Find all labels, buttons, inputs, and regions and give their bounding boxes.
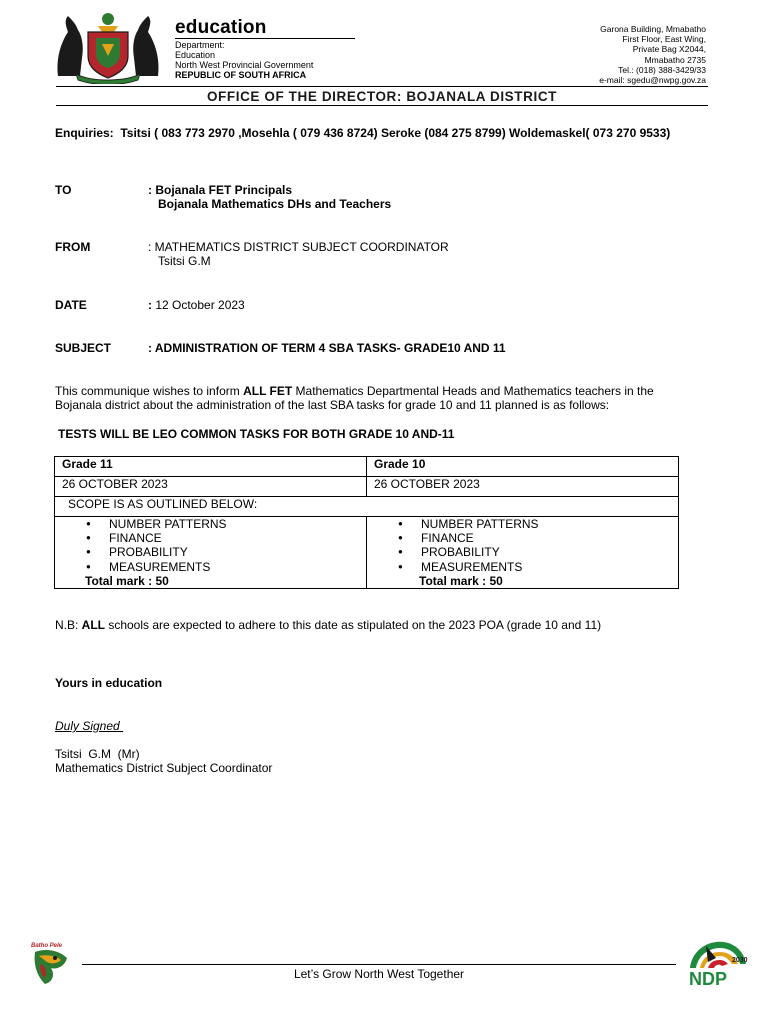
footer-slogan: Let’s Grow North West Together <box>293 967 465 981</box>
dept-line: Education <box>175 50 216 60</box>
office-title: OFFICE OF THE DIRECTOR: BOJANALA DISTRICT <box>206 89 558 104</box>
signature-note: Duly Signed <box>55 719 124 733</box>
grade11-topic-list <box>55 517 366 574</box>
svg-text:Batho Pele: Batho Pele <box>31 943 63 949</box>
table-row <box>55 477 679 497</box>
address-line: Tel.: (018) 388-3429/33 <box>618 64 706 75</box>
footer-rule <box>82 964 676 965</box>
col2-header: Grade 10 <box>367 457 679 477</box>
table-row <box>55 517 679 589</box>
address-line: Private Bag X2044, <box>632 44 706 55</box>
enquiries-line <box>55 126 670 140</box>
date-value: : 12 October 2023 <box>148 298 245 312</box>
list-item: ● PROBABILITY <box>55 545 366 559</box>
dept-line: REPUBLIC OF SOUTH AFRICA <box>175 70 307 80</box>
address-line: Mmabatho 2735 <box>644 54 706 65</box>
grade11-topics-cell <box>55 517 367 589</box>
to-recipient-2: Bojanala Mathematics DHs and Teachers <box>158 197 392 211</box>
ndp-2030-logo <box>686 938 748 988</box>
list-item: ● NUMBER PATTERNS <box>55 517 366 531</box>
sba-schedule-table <box>54 456 679 589</box>
brand-divider <box>175 38 355 39</box>
signatory-name: Tsitsi G.M (Mr) <box>55 747 140 761</box>
dept-line: Department: <box>175 40 225 50</box>
grade11-total-mark: Total mark : 50 <box>85 573 169 588</box>
from-label: FROM <box>55 240 91 254</box>
subject-label: SUBJECT <box>55 341 112 355</box>
intro-paragraph: This communique wishes to inform ALL FET Mathematics Departmental Heads and Mathematics teachers in the Bojanala district about the administration of the last SBA tasks for grade 10 and 11 planned is as follows: <box>55 384 654 412</box>
subject-value: : ADMINISTRATION OF TERM 4 SBA TASKS- GRADE10 AND 11 <box>148 341 506 355</box>
from-sender-name: Tsitsi G.M <box>158 254 211 268</box>
table-row <box>55 497 679 517</box>
svg-text:NDP: NDP <box>689 969 728 988</box>
header-rule-bottom <box>56 105 708 106</box>
address-line: First Floor, East Wing, <box>622 34 706 45</box>
list-item: ● NUMBER PATTERNS <box>367 517 678 531</box>
closing-salutation: Yours in education <box>55 676 163 690</box>
list-item: ● PROBABILITY <box>367 545 678 559</box>
batho-pele-logo <box>25 938 75 988</box>
tests-heading: TESTS WILL BE LEO COMMON TASKS FOR BOTH GRADE 10 AND-11 <box>58 427 455 441</box>
department-block <box>175 40 313 80</box>
grade10-total-mark: Total mark : 50 <box>419 573 503 588</box>
signatory-title: Mathematics District Subject Coordinator <box>55 761 273 775</box>
svg-text:2030: 2030 <box>732 957 748 964</box>
nb-note: N.B: ALL schools are expected to adhere to this date as stipulated on the 2023 POA (grade 10 and 11) <box>55 618 602 632</box>
to-recipient-1: : Bojanala FET Principals <box>148 183 293 197</box>
address-line: e-mail: sgedu@nwpg.gov.za <box>599 75 706 86</box>
enquiries-label: Enquiries: <box>55 126 114 140</box>
list-item: ● FINANCE <box>367 531 678 545</box>
col1-header: Grade 11 <box>55 457 367 477</box>
date-label: DATE <box>55 298 87 312</box>
from-sender-title: : MATHEMATICS DISTRICT SUBJECT COORDINATOR <box>148 240 449 254</box>
brand-wordmark: education <box>175 17 267 38</box>
grade10-topics-cell <box>367 517 679 589</box>
grade10-date: 26 OCTOBER 2023 <box>367 477 679 497</box>
grade10-topic-list <box>367 517 678 574</box>
list-item: ● MEASUREMENTS <box>367 560 678 574</box>
header-rule-top <box>56 86 708 87</box>
list-item: ● FINANCE <box>55 531 366 545</box>
address-block <box>599 24 706 85</box>
to-label: TO <box>55 183 72 197</box>
enquiries-text: Tsitsi ( 083 773 2970 ,Mosehla ( 079 436 8724) Seroke (084 275 8799) Woldemaskel( 073 270 9533) <box>120 126 671 140</box>
table-row <box>55 457 679 477</box>
grade11-date: 26 OCTOBER 2023 <box>55 477 367 497</box>
address-line: Garona Building, Mmabatho <box>600 24 706 34</box>
coat-of-arms-logo <box>52 10 164 84</box>
dept-line: North West Provincial Government <box>175 60 314 70</box>
list-item: ● MEASUREMENTS <box>55 560 366 574</box>
scope-cell: SCOPE IS AS OUTLINED BELOW: <box>55 497 679 517</box>
